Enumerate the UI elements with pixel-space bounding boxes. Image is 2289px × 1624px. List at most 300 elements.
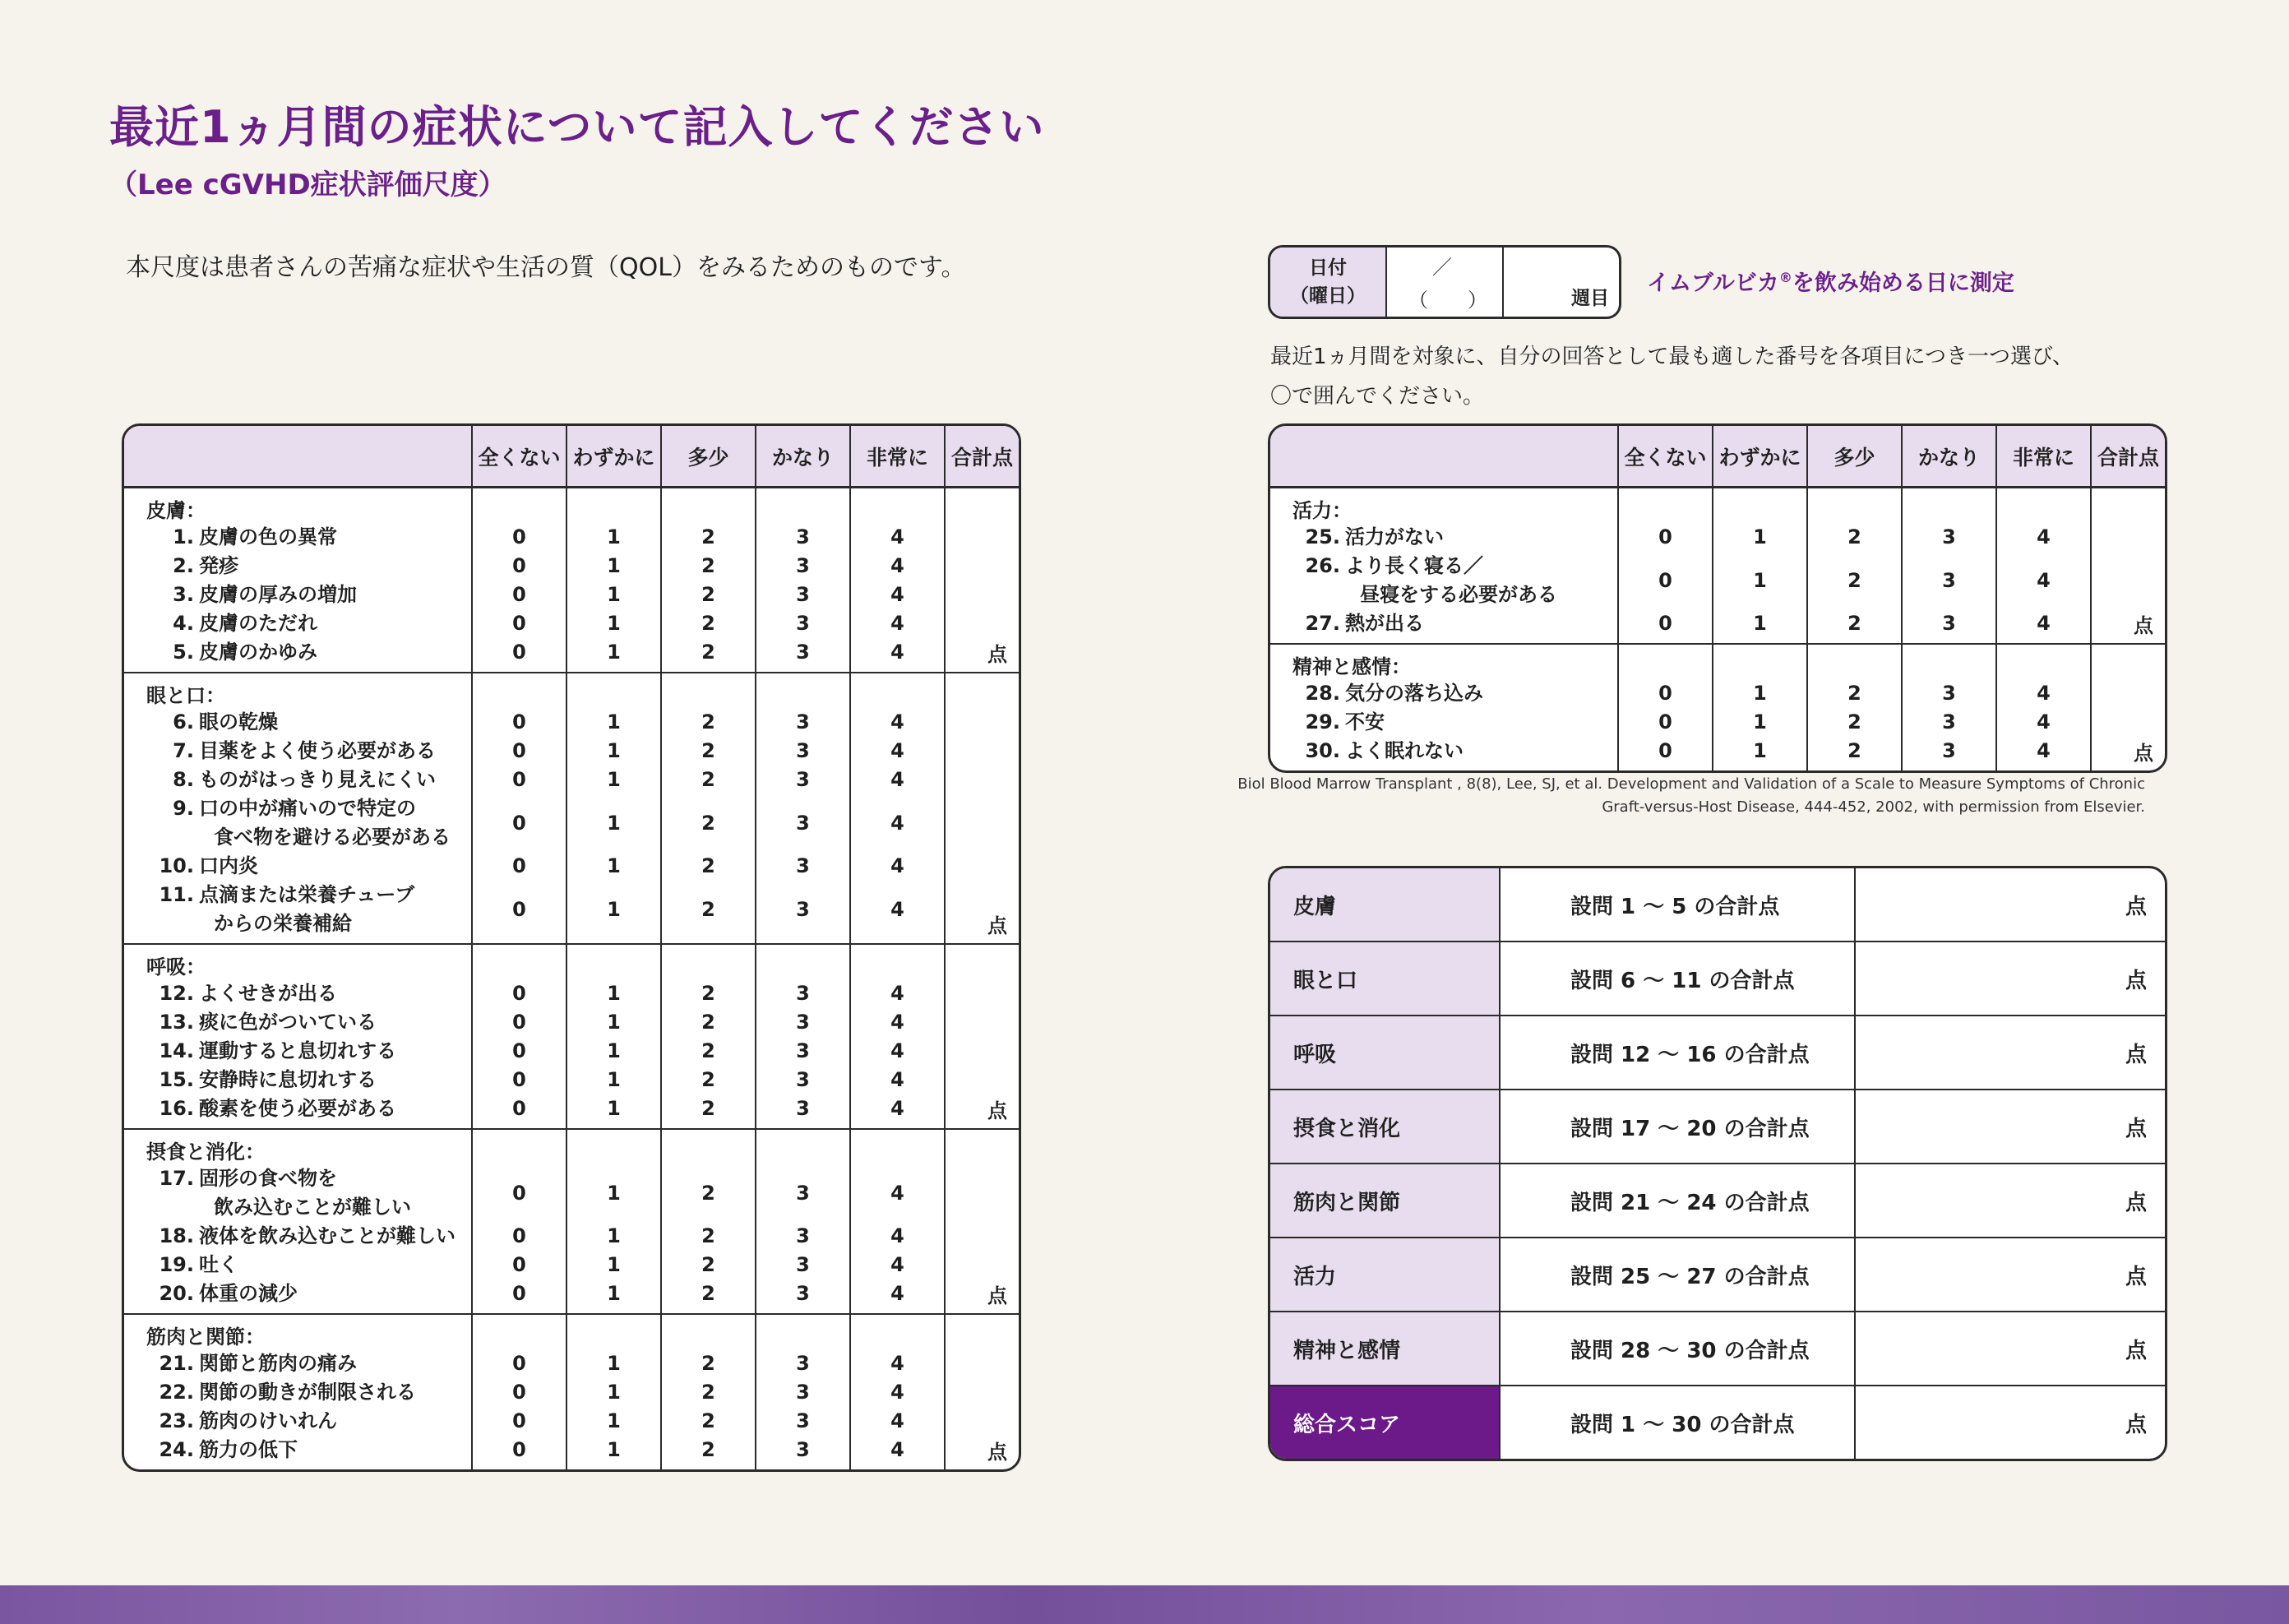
score-option[interactable]: 2	[701, 1409, 715, 1432]
score-option[interactable]: 1	[607, 1182, 621, 1205]
score-column	[849, 943, 944, 1128]
symptom-item	[1292, 523, 1617, 552]
score-option[interactable]: 3	[796, 1409, 810, 1432]
symptom-section	[124, 672, 1019, 943]
score-option[interactable]: 4	[890, 1282, 904, 1305]
registered-mark: ®	[1778, 270, 1792, 285]
score-option[interactable]: 0	[512, 1352, 526, 1375]
score-option[interactable]: 0	[512, 1253, 526, 1276]
score-option[interactable]: 0	[1658, 710, 1672, 733]
score-option[interactable]: 1	[607, 1282, 621, 1305]
score-option[interactable]: 4	[2037, 739, 2051, 762]
section-label-cell	[124, 1128, 471, 1313]
score-option[interactable]: 3	[796, 1282, 810, 1305]
score-option[interactable]: 0	[512, 1438, 526, 1461]
section-total-cell[interactable]	[944, 943, 1019, 1128]
score-option[interactable]: 2	[701, 583, 715, 606]
page-subtitle: （Lee cGVHD症状評価尺度）	[109, 169, 506, 201]
score-option[interactable]: 1	[1753, 612, 1767, 635]
score-column	[1901, 643, 1995, 770]
summary-row	[1270, 1311, 2165, 1385]
score-option[interactable]: 4	[890, 1068, 904, 1091]
score-option[interactable]: 2	[1847, 612, 1861, 635]
category-label: 筋肉と関節：	[146, 1326, 265, 1349]
score-option[interactable]: 2	[701, 1097, 715, 1120]
score-column	[471, 1313, 566, 1469]
score-option[interactable]: 4	[890, 1182, 904, 1205]
symptom-section	[124, 1313, 1019, 1469]
score-option[interactable]: 3	[796, 641, 810, 664]
section-total-cell[interactable]	[2090, 488, 2165, 643]
score-option[interactable]: 1	[607, 554, 621, 577]
score-option[interactable]: 3	[796, 812, 810, 835]
item-text: 関節と筋肉の痛み	[199, 1352, 357, 1375]
score-option[interactable]: 2	[701, 1011, 715, 1034]
score-option[interactable]: 2	[1847, 710, 1861, 733]
summary-row	[1270, 1163, 2165, 1237]
score-option[interactable]: 0	[512, 982, 526, 1005]
item-text: よくせきが出る	[199, 982, 337, 1005]
summary-row	[1270, 941, 2165, 1015]
item-text: 固形の食べ物を	[199, 1167, 337, 1190]
symptom-item	[146, 609, 471, 638]
item-text: 目薬をよく使う必要がある	[199, 739, 436, 762]
score-option[interactable]: 3	[796, 612, 810, 635]
score-option[interactable]: 4	[890, 1097, 904, 1120]
score-option[interactable]: 2	[701, 641, 715, 664]
intro-text: 本尺度は患者さんの苦痛な症状や生活の質（QOL）をみるためのものです。	[126, 253, 966, 282]
item-number: 13.	[159, 1011, 194, 1034]
item-number: 25.	[1305, 525, 1340, 548]
point-unit: 点	[2125, 1338, 2147, 1363]
score-option[interactable]: 4	[890, 898, 904, 921]
score-option[interactable]: 3	[796, 982, 810, 1005]
score-option[interactable]: 2	[701, 1182, 715, 1205]
col-header: 多少	[660, 426, 755, 488]
point-unit: 点	[987, 914, 1007, 937]
summary-category: 活力	[1270, 1237, 1501, 1311]
symptom-item	[146, 1378, 471, 1407]
summary-range: 設問 21 ～ 24 の合計点	[1501, 1163, 1856, 1237]
score-option[interactable]: 4	[2037, 612, 2051, 635]
score-option[interactable]: 3	[1942, 525, 1956, 548]
measure-note	[1647, 265, 2014, 297]
score-option[interactable]: 0	[512, 1097, 526, 1120]
section-row	[124, 1128, 1019, 1313]
score-option[interactable]: 0	[512, 525, 526, 548]
item-text-continued: 飲み込むことが難しい	[214, 1196, 411, 1219]
score-option[interactable]: 3	[796, 554, 810, 577]
score-option[interactable]: 3	[796, 854, 810, 877]
score-option[interactable]: 4	[890, 768, 904, 791]
score-option[interactable]: 2	[701, 710, 715, 733]
score-option[interactable]: 2	[701, 1352, 715, 1375]
item-text: 眼の乾燥	[199, 710, 278, 733]
score-option[interactable]: 0	[512, 1409, 526, 1432]
item-text-continued: からの栄養補給	[214, 912, 352, 935]
symptom-item	[146, 794, 471, 852]
score-option[interactable]: 0	[512, 898, 526, 921]
point-unit: 点	[2125, 1412, 2147, 1437]
item-number: 3.	[173, 583, 194, 606]
score-option[interactable]: 3	[796, 1011, 810, 1034]
summary-row	[1270, 1015, 2165, 1089]
score-option[interactable]: 1	[607, 710, 621, 733]
summary-score-field[interactable]	[1856, 1311, 2165, 1385]
score-option[interactable]: 2	[1847, 525, 1861, 548]
summary-score-field[interactable]	[1856, 1015, 2165, 1089]
score-option[interactable]: 2	[701, 525, 715, 548]
col-header: 全くない	[471, 426, 566, 488]
col-header: わずかに	[1712, 426, 1806, 488]
summary-range: 設問 25 ～ 27 の合計点	[1501, 1237, 1856, 1311]
summary-category: 眼と口	[1270, 941, 1501, 1015]
category-label: 摂食と消化：	[146, 1141, 265, 1164]
symptom-item	[146, 1066, 471, 1094]
score-option[interactable]: 1	[607, 525, 621, 548]
symptom-item	[1292, 679, 1617, 708]
score-option[interactable]: 0	[512, 739, 526, 762]
header-blank	[1270, 426, 1617, 488]
item-number: 22.	[159, 1381, 194, 1404]
score-column	[660, 672, 755, 943]
score-option[interactable]: 4	[890, 1381, 904, 1404]
score-column	[566, 672, 660, 943]
score-option[interactable]: 2	[701, 854, 715, 877]
score-option[interactable]: 1	[607, 1352, 621, 1375]
weekday-paren: （ ）	[1408, 289, 1487, 312]
instructions-line1: 最近1ヵ月間を対象に、自分の回答として最も適した番号を各項目につき一つ選び、	[1270, 345, 2074, 369]
score-option[interactable]: 0	[512, 1011, 526, 1034]
score-option[interactable]: 0	[1658, 569, 1672, 592]
page-title: 最近1ヵ月間の症状について記入してください	[109, 101, 1045, 153]
item-number: 27.	[1305, 612, 1340, 635]
score-option[interactable]: 2	[701, 739, 715, 762]
score-option[interactable]: 3	[1942, 710, 1956, 733]
score-option[interactable]: 1	[607, 1011, 621, 1034]
point-unit: 点	[987, 1284, 1007, 1307]
symptom-item	[146, 1164, 471, 1222]
score-option[interactable]: 4	[890, 1039, 904, 1062]
score-option[interactable]: 0	[512, 554, 526, 577]
score-option[interactable]: 2	[701, 812, 715, 835]
symptom-item	[146, 881, 471, 938]
category-label: 眼と口：	[146, 684, 225, 707]
item-text: 発疹	[199, 554, 238, 577]
score-option[interactable]: 3	[796, 898, 810, 921]
section-total-cell[interactable]	[944, 1313, 1019, 1469]
score-column	[849, 672, 944, 943]
score-column	[1712, 488, 1806, 643]
date-label-line1: 日付	[1309, 257, 1347, 279]
item-text: 運動すると息切れする	[199, 1039, 396, 1062]
week-field[interactable]	[1504, 248, 1619, 317]
score-option[interactable]: 1	[607, 1381, 621, 1404]
score-option[interactable]: 3	[796, 1352, 810, 1375]
score-option[interactable]: 4	[890, 710, 904, 733]
score-option[interactable]: 3	[796, 1438, 810, 1461]
symptom-table-left	[122, 423, 1021, 1472]
summary-score-field[interactable]	[1856, 941, 2165, 1015]
item-number: 16.	[159, 1097, 194, 1120]
score-option[interactable]: 3	[1942, 612, 1956, 635]
symptom-item	[146, 737, 471, 766]
score-column	[660, 1313, 755, 1469]
score-option[interactable]: 3	[796, 1097, 810, 1120]
score-option[interactable]: 0	[512, 1182, 526, 1205]
col-header: かなり	[1901, 426, 1995, 488]
item-text-continued: 食べ物を避ける必要がある	[214, 826, 451, 849]
score-column	[566, 943, 660, 1128]
symptom-item	[146, 1279, 471, 1308]
score-option[interactable]: 4	[890, 982, 904, 1005]
score-option[interactable]: 0	[512, 1039, 526, 1062]
score-option[interactable]: 2	[701, 1381, 715, 1404]
date-entry-box	[1268, 245, 1621, 319]
item-text: 安静時に息切れする	[199, 1068, 377, 1091]
item-number: 29.	[1305, 710, 1340, 733]
point-unit: 点	[2125, 894, 2147, 919]
section-row	[1270, 488, 2165, 643]
score-option[interactable]: 3	[796, 1381, 810, 1404]
summary-score-field[interactable]	[1856, 1163, 2165, 1237]
score-option[interactable]: 3	[796, 768, 810, 791]
item-text: 吐く	[199, 1253, 238, 1276]
score-option[interactable]: 0	[1658, 682, 1672, 705]
score-option[interactable]: 4	[2037, 710, 2051, 733]
item-text: 活力がない	[1345, 525, 1444, 548]
score-option[interactable]: 2	[701, 554, 715, 577]
score-column	[755, 488, 849, 672]
score-option[interactable]: 4	[890, 1224, 904, 1247]
summary-row	[1270, 1237, 2165, 1311]
score-option[interactable]: 3	[796, 1182, 810, 1205]
date-label-line2: （曜日）	[1290, 285, 1366, 307]
score-option[interactable]: 3	[796, 525, 810, 548]
score-option[interactable]: 0	[512, 1224, 526, 1247]
item-text: 筋肉のけいれん	[199, 1409, 337, 1432]
symptom-item	[146, 1407, 471, 1436]
score-option[interactable]: 3	[1942, 739, 1956, 762]
score-option[interactable]: 2	[701, 1282, 715, 1305]
item-number: 10.	[159, 854, 194, 877]
score-option[interactable]: 4	[2037, 525, 2051, 548]
score-option[interactable]: 3	[796, 583, 810, 606]
symptom-section	[1270, 488, 2165, 643]
item-text: ものがはっきり見えにくい	[199, 768, 436, 791]
score-option[interactable]: 2	[1847, 739, 1861, 762]
score-option[interactable]: 1	[607, 812, 621, 835]
score-column	[755, 1313, 849, 1469]
symptom-table-right	[1268, 423, 2167, 773]
score-option[interactable]: 4	[890, 854, 904, 877]
score-option[interactable]: 2	[701, 768, 715, 791]
week-label: 週目	[1571, 288, 1609, 309]
symptom-item	[1292, 708, 1617, 737]
score-option[interactable]: 3	[796, 1253, 810, 1276]
summary-row	[1270, 1089, 2165, 1163]
score-option[interactable]: 0	[512, 768, 526, 791]
score-option[interactable]: 1	[607, 641, 621, 664]
section-row	[124, 1313, 1019, 1469]
score-option[interactable]: 3	[1942, 682, 1956, 705]
score-option[interactable]: 0	[1658, 525, 1672, 548]
score-option[interactable]: 4	[890, 1011, 904, 1034]
score-option[interactable]: 1	[1753, 682, 1767, 705]
score-option[interactable]: 0	[512, 854, 526, 877]
score-column	[471, 943, 566, 1128]
score-option[interactable]: 3	[796, 739, 810, 762]
score-option[interactable]: 1	[607, 854, 621, 877]
score-option[interactable]: 0	[512, 710, 526, 733]
date-field[interactable]	[1387, 248, 1504, 317]
score-column	[566, 1313, 660, 1469]
score-option[interactable]: 1	[607, 1068, 621, 1091]
score-option[interactable]: 4	[890, 1253, 904, 1276]
symptom-item	[1292, 737, 1617, 766]
score-option[interactable]: 1	[607, 1438, 621, 1461]
score-column	[471, 1128, 566, 1313]
score-option[interactable]: 1	[607, 1224, 621, 1247]
score-option[interactable]: 2	[701, 982, 715, 1005]
section-label-cell	[1270, 643, 1617, 770]
score-option[interactable]: 0	[512, 583, 526, 606]
point-unit: 点	[2125, 1264, 2147, 1289]
col-header: 多少	[1806, 426, 1901, 488]
score-option[interactable]: 4	[890, 739, 904, 762]
summary-score-field[interactable]	[1856, 1237, 2165, 1311]
date-label	[1270, 248, 1387, 317]
symptom-section	[124, 488, 1019, 672]
summary-category: 筋肉と関節	[1270, 1163, 1501, 1237]
score-option[interactable]: 1	[607, 1097, 621, 1120]
score-option[interactable]: 2	[701, 612, 715, 635]
score-column	[1617, 643, 1712, 770]
score-option[interactable]: 3	[796, 1068, 810, 1091]
score-column	[1995, 488, 2090, 643]
score-option[interactable]: 0	[1658, 612, 1672, 635]
item-text: 口内炎	[199, 854, 258, 877]
point-unit: 点	[987, 643, 1007, 666]
score-option[interactable]: 4	[890, 1352, 904, 1375]
score-option[interactable]: 0	[512, 1282, 526, 1305]
section-row	[124, 488, 1019, 672]
score-column	[566, 1128, 660, 1313]
score-column	[755, 943, 849, 1128]
summary-score-field[interactable]	[1856, 868, 2165, 941]
col-header: わずかに	[566, 426, 660, 488]
score-option[interactable]: 0	[512, 812, 526, 835]
score-option[interactable]: 4	[890, 612, 904, 635]
col-header: かなり	[755, 426, 849, 488]
score-option[interactable]: 4	[2037, 569, 2051, 592]
score-option[interactable]: 4	[890, 583, 904, 606]
score-option[interactable]: 2	[701, 1224, 715, 1247]
score-option[interactable]: 2	[701, 898, 715, 921]
item-text: 皮膚の色の異常	[199, 525, 337, 548]
summary-score-field[interactable]	[1856, 1385, 2165, 1459]
item-text: 痰に色がついている	[199, 1011, 377, 1034]
summary-range: 設問 12 ～ 16 の合計点	[1501, 1015, 1856, 1089]
symptom-section	[124, 1128, 1019, 1313]
item-number: 19.	[159, 1253, 194, 1276]
citation-line1: Biol Blood Marrow Transplant , 8(8), Lee, SJ, et al. Development and Validation of a Scale to Measure Symptoms of Chronic	[1237, 775, 2145, 793]
score-option[interactable]: 0	[512, 641, 526, 664]
score-option[interactable]: 1	[1753, 710, 1767, 733]
score-option[interactable]: 0	[512, 612, 526, 635]
item-number: 18.	[159, 1224, 194, 1247]
score-option[interactable]: 3	[796, 1039, 810, 1062]
score-option[interactable]: 3	[796, 710, 810, 733]
score-option[interactable]: 1	[607, 898, 621, 921]
score-option[interactable]: 1	[607, 739, 621, 762]
score-option[interactable]: 0	[512, 1068, 526, 1091]
score-option[interactable]: 4	[890, 554, 904, 577]
score-option[interactable]: 1	[1753, 569, 1767, 592]
item-text: 口の中が痛いので特定の	[199, 797, 416, 820]
score-option[interactable]: 1	[1753, 525, 1767, 548]
score-option[interactable]: 1	[607, 583, 621, 606]
symptom-item	[146, 1349, 471, 1378]
score-option[interactable]: 2	[701, 1253, 715, 1276]
section-total-cell[interactable]	[944, 672, 1019, 943]
score-option[interactable]: 2	[1847, 569, 1861, 592]
score-option[interactable]: 4	[890, 1409, 904, 1432]
score-option[interactable]: 1	[1753, 739, 1767, 762]
summary-category: 呼吸	[1270, 1015, 1501, 1089]
score-option[interactable]: 2	[701, 1068, 715, 1091]
summary-range: 設問 17 ～ 20 の合計点	[1501, 1089, 1856, 1163]
score-option[interactable]: 4	[2037, 682, 2051, 705]
item-number: 28.	[1305, 682, 1340, 705]
score-option[interactable]: 1	[607, 1039, 621, 1062]
score-option[interactable]: 4	[890, 812, 904, 835]
symptom-item	[146, 552, 471, 581]
score-option[interactable]: 1	[607, 612, 621, 635]
item-number: 14.	[159, 1039, 194, 1062]
score-option[interactable]: 1	[607, 768, 621, 791]
score-option[interactable]: 2	[701, 1438, 715, 1461]
score-option[interactable]: 1	[607, 1409, 621, 1432]
summary-score-field[interactable]	[1856, 1089, 2165, 1163]
score-option[interactable]: 4	[890, 1438, 904, 1461]
score-option[interactable]: 4	[890, 641, 904, 664]
point-unit: 点	[2125, 968, 2147, 993]
section-total-cell[interactable]	[944, 488, 1019, 672]
score-option[interactable]: 1	[607, 982, 621, 1005]
score-option[interactable]: 3	[796, 1224, 810, 1247]
summary-range: 設問 1 ～ 5 の合計点	[1501, 868, 1856, 941]
score-option[interactable]: 0	[1658, 739, 1672, 762]
score-option[interactable]: 2	[701, 1039, 715, 1062]
score-option[interactable]: 1	[607, 1253, 621, 1276]
score-option[interactable]: 2	[1847, 682, 1861, 705]
symptom-item	[146, 852, 471, 881]
item-number: 24.	[159, 1438, 194, 1461]
score-option[interactable]: 4	[890, 525, 904, 548]
item-text: 酸素を使う必要がある	[199, 1097, 396, 1120]
symptom-item	[146, 1222, 471, 1251]
section-total-cell[interactable]	[944, 1128, 1019, 1313]
score-option[interactable]: 3	[1942, 569, 1956, 592]
item-number: 23.	[159, 1409, 194, 1432]
item-number: 6.	[173, 710, 194, 733]
score-column	[1712, 643, 1806, 770]
section-total-cell[interactable]	[2090, 643, 2165, 770]
point-unit: 点	[987, 1099, 1007, 1122]
score-option[interactable]: 0	[512, 1381, 526, 1404]
item-number: 21.	[159, 1352, 194, 1375]
